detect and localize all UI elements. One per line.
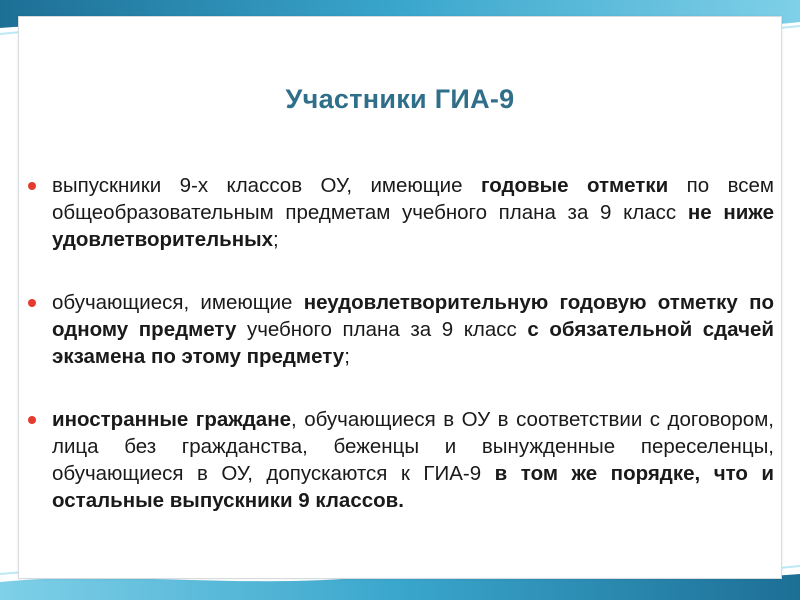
bullet-item xyxy=(28,289,774,370)
slide-title: Участники ГИА-9 xyxy=(285,84,515,114)
bullet-text: ; xyxy=(344,345,350,368)
bullet-dot-icon xyxy=(28,299,36,307)
bullet-text-bold: не ниже удовлетворительных xyxy=(52,201,774,251)
bullet-list xyxy=(28,172,774,514)
bullet-text: ; xyxy=(273,228,279,251)
bullet-text-bold: иностранные граждане xyxy=(52,408,291,431)
bullet-item xyxy=(28,406,774,514)
bullet-text: обучающиеся, имеющие xyxy=(52,291,304,314)
bullet-text: выпускники 9-х классов ОУ, имеющие xyxy=(52,174,481,197)
bullet-text-bold: в том же порядке, что и остальные выпускники 9 классов. xyxy=(52,462,775,512)
bullet-text-bold: неудовлетворительную годовую отметку по одному предмету xyxy=(52,291,774,341)
bullet-text: по всем общеобразовательным предметам учебного плана за 9 класс xyxy=(52,174,774,224)
bullet-text: , обучающиеся в ОУ в соответствии с договором, лица без гражданства, беженцы и вынужденные переселенцы, обучающиеся в ОУ, допускаются к ГИА-9 xyxy=(52,408,775,485)
bullet-dot-icon xyxy=(28,416,36,424)
bullet-dot-icon xyxy=(28,182,36,190)
bullet-text-bold: с обязательной сдачей экзамена по этому предмету xyxy=(52,318,774,368)
bullet-item xyxy=(28,172,774,253)
bullet-text: учебного плана за 9 класс xyxy=(236,318,528,341)
bullet-text-bold: годовые отметки xyxy=(480,174,669,197)
